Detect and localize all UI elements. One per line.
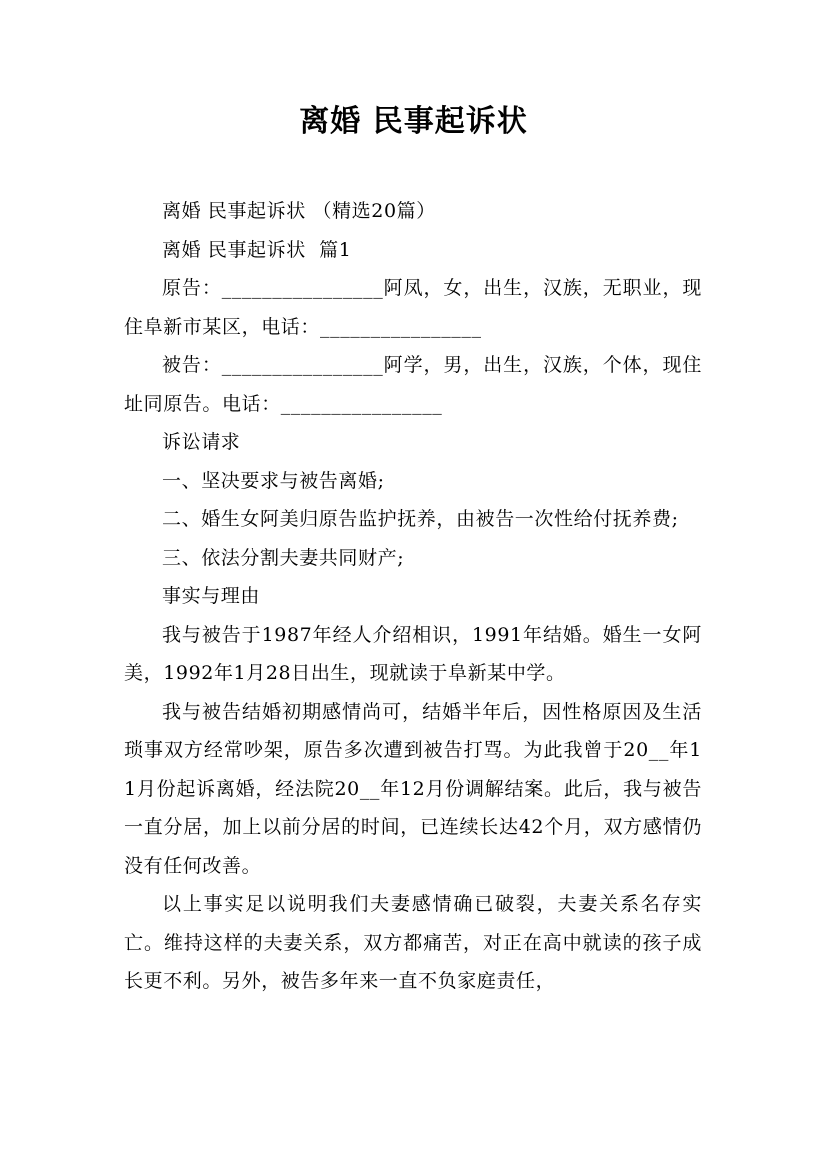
paragraph-claims-heading: 诉讼请求 — [162, 431, 241, 453]
document-body — [124, 192, 702, 1001]
paragraph-plaintiff: 原告：________________阿凤，女，出生，汉族，无职业，现住阜新市某区，电话：________________ — [124, 277, 702, 338]
paragraph-defendant: 被告：________________阿学，男，出生，汉族，个体，现住址同原告。电话：________________ — [124, 354, 702, 415]
paragraph-heading-part-1: 离婚 民事起诉状 篇1 — [162, 238, 352, 261]
paragraph-facts-heading: 事实与理由 — [162, 585, 261, 607]
paragraph-facts-2: 我与被告结婚初期感情尚可，结婚半年后，因性格原因及生活琐事双方经常吵架，原告多次遭到被告打骂。为此我曾于20__年11月份起诉离婚，经法院20__年12月份调解结案。此后，我与被告一直分居，加上以前分居的时间，已连续长达42个月，双方感情仍没有任何改善。 — [124, 700, 702, 877]
paragraph-claim-1: 一、坚决要求与被告离婚; — [162, 469, 385, 492]
paragraph-claim-3: 三、依法分割夫妻共同财产; — [162, 546, 405, 569]
paragraph-facts-3: 以上事实足以说明我们夫妻感情确已破裂，夫妻关系名存实亡。维持这样的夫妻关系，双方都痛苦，对正在高中就读的孩子成长更不利。另外，被告多年来一直不负家庭责任， — [124, 893, 702, 992]
document-title: 离婚 民事起诉状 — [299, 104, 528, 139]
paragraph-heading-collection: 离婚 民事起诉状 （精选20篇） — [162, 200, 436, 222]
paragraph-facts-1: 我与被告于1987年经人介绍相识，1991年结婚。婚生一女阿美，1992年1月28日出生，现就读于阜新某中学。 — [124, 623, 702, 684]
paragraph-claim-2: 二、婚生女阿美归原告监护抚养，由被告一次性给付抚养费; — [162, 508, 679, 530]
